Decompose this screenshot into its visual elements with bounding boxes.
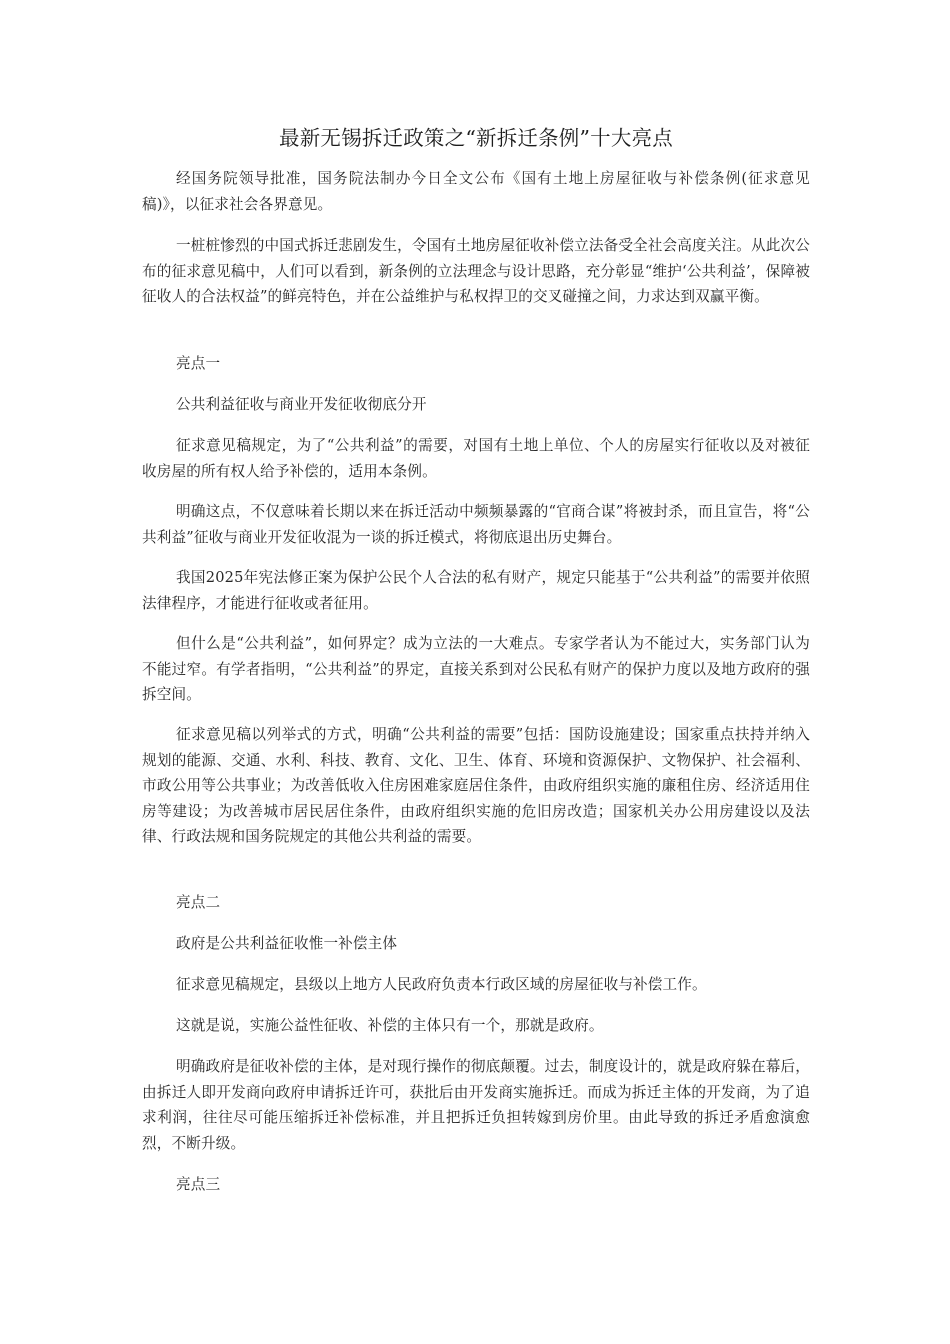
paragraph-public-interest: 但什么是“公共利益”，如何界定？成为立法的一大难点。专家学者认为不能过大，实务部门认为不能过窄。有学者指明，“公共利益”的界定，直接关系到对公民私有财产的保护力度以及地方政府的强拆空间。 — [142, 635, 810, 704]
highlight-subtitle-2: 政府是公共利益征收惟一补偿主体 — [176, 935, 398, 952]
highlight-heading-1: 亮点一 — [176, 355, 221, 372]
paragraph-subversion: 明确政府是征收补偿的主体，是对现行操作的彻底颠覆。过去，制度设计的，就是政府躲在幕后，由拆迁人即开发商向政府申请拆迁许可，获批后由开发商实施拆迁。而成为拆迁主体的开发商，为了追求利润，往往尽可能压缩拆迁补偿标准，并且把拆迁负担转嫁到房价里。由此导致的拆迁矛盾愈演愈烈，不断升级。 — [142, 1058, 810, 1152]
paragraph-significance: 明确这点，不仅意味着长期以来在拆迁活动中频频暴露的“官商合谋”将被封杀，而且宣告，将“公共利益”征收与商业开发征收混为一谈的拆迁模式，将彻底退出历史舞台。 — [142, 503, 810, 546]
highlight-heading-2: 亮点二 — [176, 894, 221, 911]
highlight-heading-3: 亮点三 — [176, 1176, 221, 1193]
paragraph-constitution: 我国2025年宪法修正案为保护公民个人合法的私有财产，规定只能基于“公共利益”的需要并依照法律程序，才能进行征收或者征用。 — [142, 569, 810, 612]
paragraph-background: 一桩桩惨烈的中国式拆迁悲剧发生，令国有土地房屋征收补偿立法备受全社会高度关注。从此次公布的征求意见稿中，人们可以看到，新条例的立法理念与设计思路，充分彰显“维护‘公共利益’，保障被征收人的合法权益”的鲜亮特色，并在公益维护与私权捍卫的交叉碰撞之间，力求达到双赢平衡。 — [142, 237, 810, 306]
document-title: 最新无锡拆迁政策之“新拆迁条例”十大亮点 — [279, 126, 673, 150]
paragraph-county-government: 征求意见稿规定，县级以上地方人民政府负责本行政区域的房屋征收与补偿工作。 — [176, 976, 707, 993]
paragraph-definition: 征求意见稿规定，为了“公共利益”的需要，对国有土地上单位、个人的房屋实行征收以及对被征收房屋的所有权人给予补偿的，适用本条例。 — [142, 437, 810, 480]
paragraph-single-subject: 这就是说，实施公益性征收、补偿的主体只有一个，那就是政府。 — [176, 1017, 604, 1034]
paragraph-enumeration: 征求意见稿以列举式的方式，明确“公共利益的需要”包括：国防设施建设；国家重点扶持并纳入规划的能源、交通、水利、科技、教育、文化、卫生、体育、环境和资源保护、文物保护、社会福利、市政公用等公共事业；为改善低收入住房困难家庭居住条件，由政府组织实施的廉租住房、经济适用住房等建设；为改善城市居民居住条件，由政府组织实施的危旧房改造；国家机关办公用房建设以及法律、行政法规和国务院规定的其他公共利益的需要。 — [142, 726, 810, 846]
paragraph-intro: 经国务院领导批准，国务院法制办今日全文公布《国有土地上房屋征收与补偿条例(征求意见稿)》，以征求社会各界意见。 — [142, 170, 810, 213]
highlight-subtitle-1: 公共利益征收与商业开发征收彻底分开 — [176, 396, 427, 413]
